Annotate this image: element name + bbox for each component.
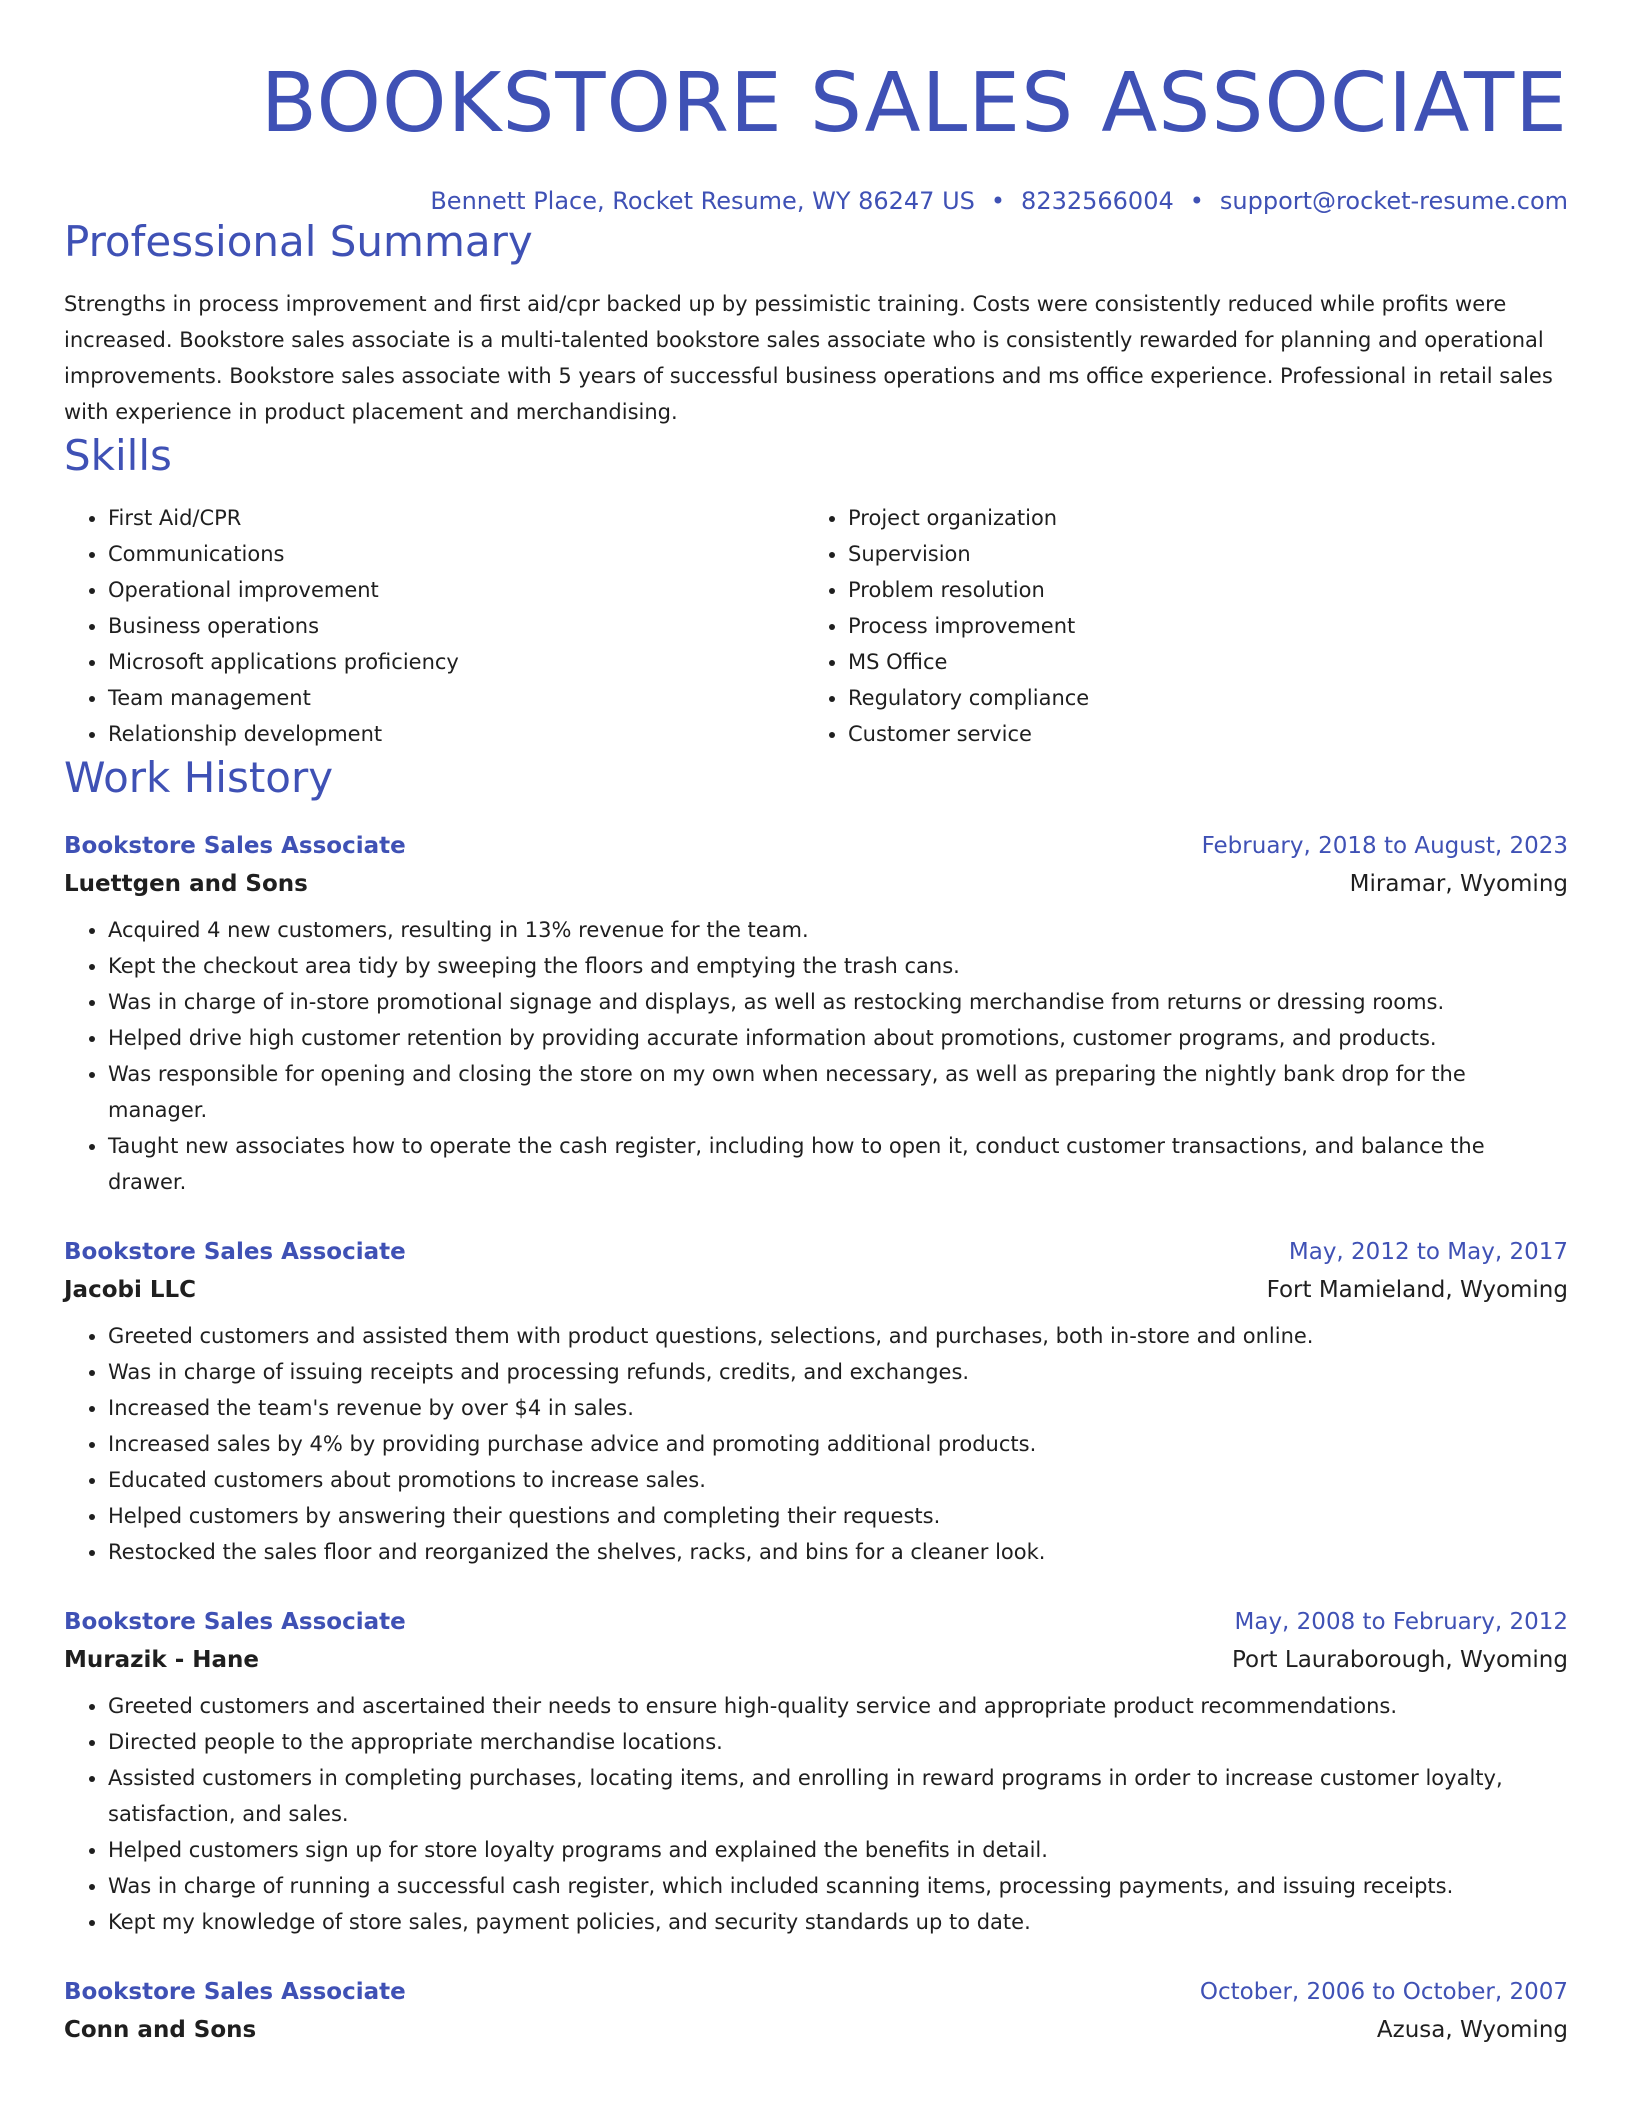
summary-text: Strengths in process improvement and first aid/cpr backed up by pessimistic training. Costs were consistently reduced while profits were increased. Bookstore sales associate is a multi-talented bookstore sales associate who is consistently rewarded for planning and operational improvements. Bookstore sales associate with 5 years of successful business operations and ms office experience. Professional in retail sales with experience in product placement and merchandising. [64,292,1553,424]
skill-item: • Problem resolution [848,572,1544,608]
job-bullet: • Directed people to the appropriate merchandise locations. [108,1724,1568,1760]
skill-item: • Customer service [848,716,1544,752]
job-title: Bookstore Sales Associate [64,1979,406,2005]
summary-heading: Professional Summary [64,217,533,266]
skill-item: • MS Office [848,644,1544,680]
skills-heading: Skills [64,431,172,480]
skill-item: • Operational improvement [108,572,804,608]
job-bullet: • Was in charge of issuing receipts and processing refunds, credits, and exchanges. [108,1354,1568,1390]
job-location: Fort Mamieland, Wyoming [1266,1277,1568,1303]
skill-item: • Supervision [848,536,1544,572]
job-location: Port Lauraborough, Wyoming [1231,1647,1568,1673]
resume-title: BOOKSTORE SALES ASSOCIATE [260,56,1568,151]
skill-item: • First Aid/CPR [108,500,804,536]
job-company: Jacobi LLC [64,1277,197,1303]
job-bullet: • Educated customers about promotions to increase sales. [108,1462,1568,1498]
job-bullet: • Helped customers by answering their questions and completing their requests. [108,1498,1568,1534]
job-bullet: • Kept the checkout area tidy by sweeping the floors and emptying the trash cans. [108,948,1568,984]
job-bullets [64,1688,1568,1940]
job-location: Miramar, Wyoming [1349,871,1568,897]
skill-item: • Business operations [108,608,804,644]
job-bullet: • Was in charge of running a successful cash register, which included scanning items, processing payments, and issuing receipts. [108,1868,1568,1904]
skill-item: • Microsoft applications proficiency [108,644,804,680]
job-company: Luettgen and Sons [64,871,308,897]
job-entry [64,1976,1568,2046]
job-bullet: • Greeted customers and assisted them with product questions, selections, and purchases, both in-store and online. [108,1318,1568,1354]
job-bullet: • Helped drive high customer retention by providing accurate information about promotions, customer programs, and products. [108,1020,1568,1056]
job-location: Azusa, Wyoming [1376,2017,1568,2043]
job-bullet: • Kept my knowledge of store sales, payment policies, and security standards up to date. [108,1904,1568,1940]
job-bullet: • Was responsible for opening and closing the store on my own when necessary, as well as preparing the nightly bank drop for the manager. [108,1056,1568,1128]
skills-list [64,500,1568,752]
job-entry [64,1606,1568,1940]
job-bullet: • Acquired 4 new customers, resulting in 13% revenue for the team. [108,912,1568,948]
contact-line [64,186,1568,216]
job-company: Murazik - Hane [64,1647,259,1673]
job-entry [64,830,1568,1200]
job-bullet: • Taught new associates how to operate the cash register, including how to open it, conduct customer transactions, and balance the drawer. [108,1128,1568,1200]
skills-column-right [804,500,1544,752]
contact-separator: • [1189,187,1204,215]
job-bullet: • Restocked the sales floor and reorganized the shelves, racks, and bins for a cleaner look. [108,1534,1568,1570]
job-bullets [64,912,1568,1200]
job-dates: February, 2018 to August, 2023 [1201,833,1568,859]
job-bullet: • Was in charge of in-store promotional signage and displays, as well as restocking merchandise from returns or dressing rooms. [108,984,1568,1020]
skill-item: • Communications [108,536,804,572]
job-bullet: • Assisted customers in completing purchases, locating items, and enrolling in reward programs in order to increase customer loyalty, satisfaction, and sales. [108,1760,1568,1832]
skill-item: • Relationship development [108,716,804,752]
skills-column-left [64,500,804,752]
contact-email: support@rocket-resume.com [1219,187,1568,215]
work-history-heading: Work History [64,753,334,802]
job-dates: October, 2006 to October, 2007 [1199,1979,1568,2005]
skill-item: • Regulatory compliance [848,680,1544,716]
job-title: Bookstore Sales Associate [64,833,406,859]
job-bullet: • Increased sales by 4% by providing purchase advice and promoting additional products. [108,1426,1568,1462]
skill-item: • Team management [108,680,804,716]
job-dates: May, 2008 to February, 2012 [1234,1609,1568,1635]
job-bullets [64,1318,1568,1570]
contact-phone: 8232566004 [1021,187,1174,215]
job-dates: May, 2012 to May, 2017 [1288,1239,1568,1265]
job-entry [64,1236,1568,1570]
job-bullet: • Greeted customers and ascertained their needs to ensure high-quality service and appropriate product recommendations. [108,1688,1568,1724]
skill-item: • Process improvement [848,608,1544,644]
job-title: Bookstore Sales Associate [64,1239,406,1265]
contact-separator: • [990,187,1006,215]
job-company: Conn and Sons [64,2017,257,2043]
contact-address: Bennett Place, Rocket Resume, WY 86247 US [430,187,975,215]
resume-page [64,0,1568,2046]
skill-item: • Project organization [848,500,1544,536]
job-title: Bookstore Sales Associate [64,1609,406,1635]
job-bullet: • Increased the team's revenue by over $4 in sales. [108,1390,1568,1426]
job-bullet: • Helped customers sign up for store loyalty programs and explained the benefits in detail. [108,1832,1568,1868]
